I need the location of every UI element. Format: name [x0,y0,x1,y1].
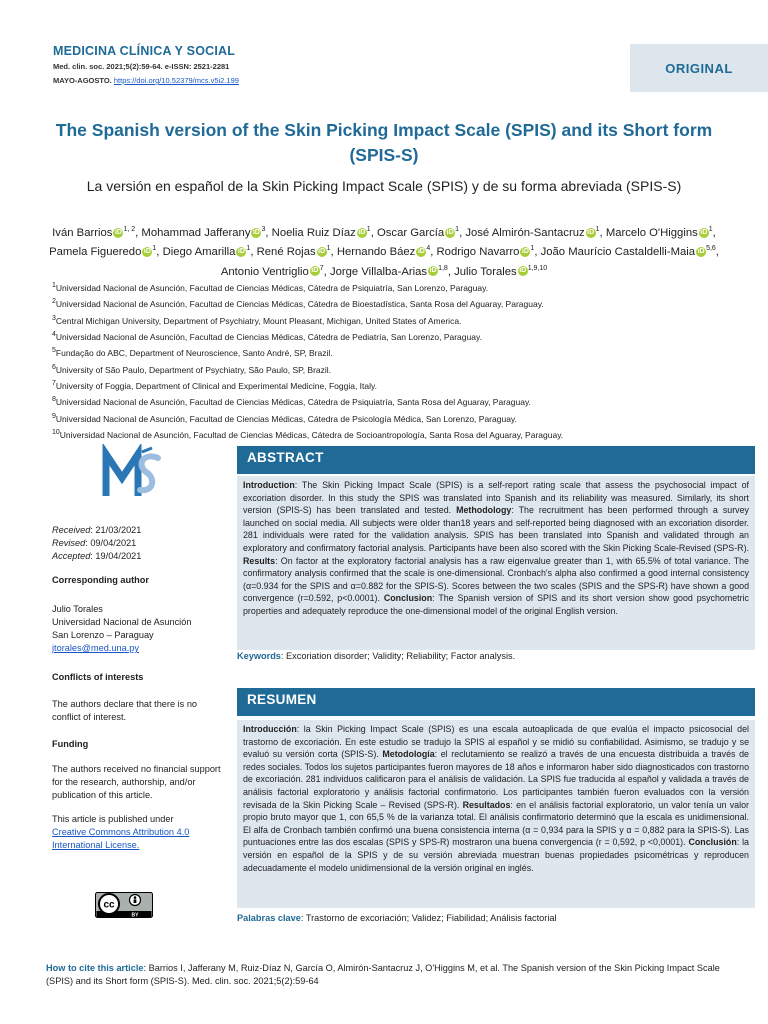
affiliation-item [52,410,732,426]
affiliation-number: 3 [52,314,56,322]
abstract-body: Introduction: The Skin Picking Impact Scale (SPIS) is a self-report rating scale that assess the psychosocial impact of excoriation disorder. In this study the SPIS was translated into Spanish and its reliability was measured. Similarly, its short version (SPIS-S) has been translated and tested. Methodology: The recruitment has been performed through a survey launched on social media. All subjects were older than18 years and self-reported being diagnosed with an excoriation disorder. 281 individuals were rated for the validation analysis. SPIS has been translated into Spanish and validated through an exploratory and confirmatory factorial analysis. Participants have been also scored with the Skin Picking Scale-Revised (SPS-R). Results: On factor at the exploratory factorial analysis has a raw eigenvalue greater than 1, with 65.5% of total variance. The confirmatory analysis confirmed that the scale is one-dimensional. Cronbach's alpha also confirmed a good internal consistency (α=0.934 for the SPIS and α=0.882 for the SPIS-S). Scores between the two scales (SPIS and the SPS-R) have shown a good convergence (r=0.592, p<0.0001). Conclusion: The Spanish version of SPIS and its short version show good psychometric properties and adequately reproduce the one-dimensional model of the original English version. [237,476,755,650]
affiliation-number: 9 [52,412,56,420]
orcid-icon[interactable]: iD [358,228,366,236]
accepted-date: 19/04/2021 [95,551,142,561]
author-list: Iván Barrios iD $^{1, 2}$, Mohammad Jafferany iD $^3$, Noelia Ruiz Díaz iD $^1$, Oscar García iD $^1$, José Almirón-Santacruz iD $^1$, Marcelo O'Higgins iD $^1$, Pamela Figueredo iD $^1$, Diego Amarilla iD $^1$, René Rojas iD $^1$, Hernando Báez iD $^4$, Rodrigo Navarro iD $^1$, João Maurício Castaldelli-Maia iD $^{5,6}$, Antonio Ventriglio iD $^7$, Jorge Villalba-Arias iD $^{1,8}$, Julio Torales iD $^{1,9,10}$ [49,226,719,278]
author-affiliation-marker: 1, 2 [123,226,136,233]
author-affiliation-marker: 1 [530,245,535,253]
corresponding-city: San Lorenzo – Paraguay [52,630,154,640]
author-affiliation-marker: 1 [246,245,251,253]
journal-name: MEDICINA CLÍNICA Y SOCIAL [53,44,236,58]
affiliation-item [52,328,732,344]
received-label: Received [52,525,91,535]
resumen-body: Introducción: la Skin Picking Impact Scale (SPIS) es una escala autoaplicada de que evalúa el impacto psicosocial del trastorno de excoriación. En este estudio se tradujo la SPIS al español y se midió su confiabilidad. Asimismo, se tradujo y se evaluó su versión corta (SPIS-S). Metodología: el reclutamiento se realizó a través de una encuesta distribuida a través de redes sociales. Todos los sujetos participantes fueron mayores de 18 años e informaron haber sido diagnosticados con trastorno de excoriación. 281 individuos calificaron para el análisis de validación. La SPIS fue traducida al español y validada a través de análisis factorial exploratorio y análisis factorial confirmatorio. Los participantes también fueron evaluados con la versión revisada de la Skin Picking Scale – Revised (SPS-R). Resultados: en el análisis factorial exploratorio, un valor tenía un valor propio bruto mayor que 1, con 65,5 % de la varianza total. El análisis confirmatorio determinó que la escala es unidimensional. El alfa de Cronbach también confirmó una buena consistencia interna (α = 0,934 para la SPIS y α = 0,882 para la SPIS-S). Las puntuaciones entre las dos escalas (SPIS y SPS-R) mostraron una buena convergencia (r = 0,592, p <0,0001). Conclusión: la versión en español de la SPIS y de su versión abreviada muestran buenas propiedades psicométricas y reproducen adecuadamente el modelo unidimensional de la versión original en inglés. [237,720,755,908]
affiliation-item [52,295,732,311]
author: Julio Torales [454,265,517,278]
author-affiliation-marker: 1 [708,226,713,233]
orcid-icon[interactable]: iD [700,228,708,236]
orcid-icon[interactable]: iD [587,228,595,236]
funding-heading: Funding [52,739,89,749]
author: Noelia Ruiz Díaz [271,226,356,239]
orcid-icon[interactable]: iD [697,248,705,256]
author: Hernando Báez [336,246,416,259]
author: João Maurício Castaldelli-Maia [540,246,696,259]
corresponding-name: Julio Torales [52,604,103,614]
orcid-icon[interactable]: iD [143,248,151,256]
conflicts-text: The authors declare that there is no conflict of interest. [52,699,198,722]
author-affiliation-marker: 5,6 [706,245,716,253]
article-dates: Received: 21/03/2021 Revised: 09/04/2021 Accepted: 19/04/2021 [52,525,142,561]
affiliation-text: Universidad Nacional de Asunción, Facultad de Ciencias Médicas, Cátedra de Socioantropología, Santa Rosa del Aguaray, Paraguay. [59,429,564,440]
article-sidebar [52,524,222,852]
article-type-badge: ORIGINAL [630,44,768,92]
orcid-icon[interactable]: iD [311,267,319,275]
affiliation-item [52,312,732,328]
issue-period: MAYO-AGOSTO. [53,76,112,85]
author: José Almirón-Santacruz [465,226,585,239]
affiliation-item [52,377,732,393]
license-text: This article is published under [52,814,174,824]
affiliation-number: 8 [52,396,56,404]
orcid-icon[interactable]: iD [429,267,437,275]
orcid-icon[interactable]: iD [252,228,260,236]
affiliation-number: 6 [52,363,56,371]
author-affiliation-marker: 1 [326,245,331,253]
affiliation-number: 7 [52,379,56,387]
orcid-icon[interactable]: iD [519,267,527,275]
cc-badge-label: cc [103,899,115,911]
journal-citation-line: Med. clin. soc. 2021;5(2):59-64. e-ISSN: 2521-2281 [53,62,230,71]
revised-label: Revised [52,538,86,548]
author-affiliation-marker: 4 [426,245,431,253]
author-affiliation-marker: 1 [366,226,371,233]
affiliation-text: Universidad Nacional de Asunción, Facultad de Ciencias Médicas, Cátedra de Bioestadística, Santa Rosa del Aguaray, Paraguay. [55,299,544,310]
author: Mohammad Jafferany [141,226,251,239]
corresponding-institution: Universidad Nacional de Asunción [52,617,192,627]
author: Rodrigo Navarro [436,246,520,259]
author: Antonio Ventriglio [220,265,309,278]
affiliation-text: Universidad Nacional de Asunción, Facultad de Ciencias Médicas, Cátedra de Pediatría, San Lorenzo, Paraguay. [55,331,482,342]
affiliation-number: 5 [52,347,56,355]
resumen-heading: RESUMEN [237,688,755,716]
resumen-keywords: Palabras clave: Trastorno de excoriación; Validez; Fiabilidad; Análisis factorial [237,913,557,923]
orcid-icon[interactable]: iD [114,228,122,236]
author-affiliation-marker: 1 [152,245,157,253]
article-title: The Spanish version of the Skin Picking Impact Scale (SPIS) and its Short form (SPIS-S) [55,120,713,165]
affiliation-item [52,426,732,442]
author: René Rojas [256,246,316,259]
author: Jorge Villalba-Arias [329,265,428,278]
accepted-label: Accepted [52,551,91,561]
received-date: 21/03/2021 [95,525,142,535]
affiliation-text: Universidad Nacional de Asunción, Facultad de Ciencias Médicas, Cátedra de Psiquiatría, San Lorenzo, Paraguay. [55,282,489,293]
corresponding-heading: Corresponding author [52,575,149,585]
author-affiliation-marker: 7 [319,264,324,272]
author: Marcelo O'Higgins [605,226,698,239]
cc-by-icon[interactable] [95,892,153,918]
orcid-icon[interactable]: iD [521,248,529,256]
orcid-icon[interactable]: iD [417,248,425,256]
affiliation-text: University of Foggia, Department of Clinical and Experimental Medicine, Foggia, Italy. [55,380,378,391]
affiliation-text: Central Michigan University, Department of Psychiatry, Mount Pleasant, Michigan, United States of America. [55,315,462,326]
author: Oscar García [376,226,445,239]
affiliation-number: 1 [52,282,56,289]
funding-text: The authors received no financial support for the research, authorship, and/or publication of this article. [52,764,221,800]
by-badge-label: BY [131,912,139,918]
orcid-icon[interactable]: iD [446,228,454,236]
orcid-icon[interactable]: iD [318,248,326,256]
author-affiliation-marker: 1 [595,226,600,233]
author-affiliation-marker: 1,8 [438,264,448,272]
journal-doi-line [53,75,613,86]
author-affiliation-marker: 1 [455,226,460,233]
orcid-icon[interactable]: iD [237,248,245,256]
author: Diego Amarilla [162,246,236,259]
article-subtitle: La versión en español de la Skin Picking Impact Scale (SPIS) y de su forma abreviada (SPIS-S) [86,178,682,194]
abstract-heading: ABSTRACT [237,446,755,474]
corresponding-email-link[interactable]: jtorales@med.una.py [52,643,139,653]
journal-header [53,44,613,86]
corresponding-author [52,603,222,655]
license-link[interactable]: Creative Commons Attribution 4.0 International License. [52,827,190,850]
revised-date: 09/04/2021 [90,538,137,548]
affiliation-text: Universidad Nacional de Asunción, Facultad de Ciencias Médicas, Cátedra de Psiquiatría, Santa Rosa del Aguaray, Paraguay. [55,397,531,408]
abstract-keywords: Keywords: Excoriation disorder; Validity; Reliability; Factor analysis. [237,651,516,661]
author: Iván Barrios [52,226,113,239]
affiliation-item [52,393,732,409]
affiliation-number: 2 [52,298,56,306]
author-affiliation-marker: 1,9,10 [527,264,548,272]
affiliation-item [52,279,732,295]
affiliation-item [52,361,732,377]
journal-logo [102,444,164,504]
affiliation-text: University of São Paulo, Department of Psychiatry, São Paulo, SP, Brazil. [55,364,332,375]
affiliation-item [52,344,732,360]
affiliation-text: Fundação do ABC, Department of Neuroscience, Santo André, SP, Brazil. [55,348,333,359]
author: Pamela Figueredo [49,246,142,259]
affiliation-list [52,279,732,442]
affiliation-number: 10 [52,428,60,436]
affiliation-text: Universidad Nacional de Asunción, Facultad de Ciencias Médicas, Cátedra de Psicología Médica, San Lorenzo, Paraguay. [55,413,517,424]
doi-link[interactable]: https://doi.org/10.52379/mcs.v5i2.199 [113,76,239,85]
conflicts-heading: Conflicts of interests [52,672,144,682]
how-to-cite: How to cite this article: Barrios I, Jafferany M, Ruiz-Díaz N, García O, Almirón-Santacruz J, O'Higgins M, et al. The Spanish version of the Skin Picking Impact Scale (SPIS) and its Short form (SPIS-S). Med. clin. soc. 2021;5(2):59-64 [46,963,720,986]
affiliation-number: 4 [52,330,56,338]
author-affiliation-marker: 3 [261,226,266,233]
